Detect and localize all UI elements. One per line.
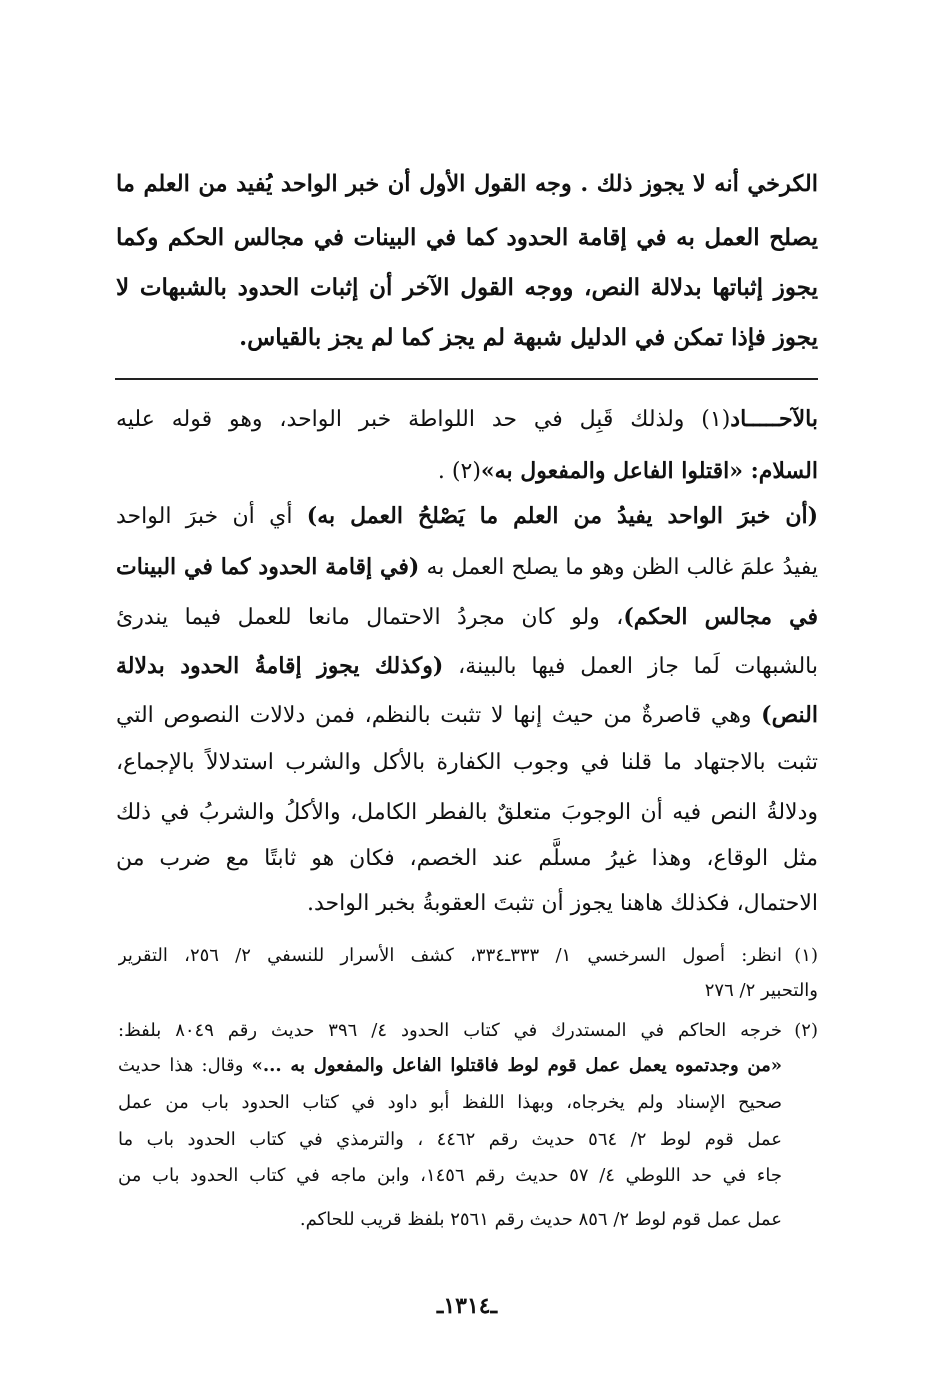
sharh-text-5: ، ولو كان مجردُ الاحتمال مانعا للعمل فيما يندرئ — [116, 605, 624, 630]
sharh-line-2 — [116, 450, 818, 492]
footnote-2-line-4: عمل قوم لوط ٢/ ٥٦٤ حديث رقم ٤٤٦٢ ، والترمذي في كتاب الحدود باب ما — [118, 1129, 782, 1150]
sharh-line-1 — [116, 398, 818, 440]
footnote-1-number: (١) — [794, 945, 818, 966]
sharh-bold-1: بالآحـــــاد — [730, 406, 818, 432]
sharh-bold-7: النص) — [761, 702, 818, 728]
sharh-line-5 — [116, 596, 818, 638]
sharh-line-8: تثبت بالاجتهاد ما قلنا في وجوب الكفارة بالأكل والشرب استدلالاً بالإجماع، — [116, 750, 818, 775]
footnote-2-line-1: خرجه الحاكم في المستدرك في كتاب الحدود ٤/ ٣٩٦ حديث رقم ٨٠٤٩ بلفظ: — [118, 1020, 782, 1041]
footnote-2-hadith: «من وجدتموه يعمل عمل قوم لوط فاقتلوا الفاعل والمفعول به ...» — [251, 1055, 782, 1076]
sharh-hadith-quote: السلام: «اقتلوا الفاعل والمفعول به» — [480, 458, 818, 484]
footnote-2-text-2: وقال: هذا حديث — [118, 1055, 252, 1076]
sharh-line-4 — [116, 546, 818, 588]
sharh-line-10: مثل الوقاع، وهذا غيرُ مسلَّم عند الخصم، فكان هو ثابتًا مع ضرب من — [116, 846, 818, 871]
page-number: ـ١٣١٤ـ — [436, 1293, 498, 1319]
footnote-1-line-2: والتحبير ٢/ ٢٧٦ — [704, 980, 818, 1001]
sharh-line-7 — [116, 694, 818, 736]
matn-line-1: الكرخي أنه لا يجوز ذلك . وجه القول الأول أن خبر الواحد يُفيد من العلم ما — [116, 171, 818, 197]
matn-line-4: يجوز فإذا تمكن في الدليل شبهة لم يجز كما لم يجز بالقياس. — [239, 324, 818, 351]
sharh-text-6: بالشبهات لَما جاز العمل فيها بالبينة، — [443, 654, 818, 679]
sharh-text-1: (١) ولذلك قَبِل في حد اللواطة خبر الواحد، وهو قوله عليه — [116, 407, 731, 432]
sharh-text-3: أي أن خبرَ الواحد — [116, 504, 307, 529]
footnote-2-line-3: صحيح الإسناد ولم يخرجاه، وبهذا اللفظ أبو داود في كتاب الحدود باب من عمل — [118, 1092, 782, 1113]
sharh-line-6 — [116, 645, 818, 687]
footnote-2-line-6: عمل عمل قوم لوط ٢/ ٨٥٦ حديث رقم ٢٥٦١ بلفظ قريب للحاكم. — [299, 1209, 782, 1230]
sharh-text-4: يفيدُ علمَ غالب الظن وهو ما يصلح العمل به — [419, 555, 818, 580]
matn-line-3: يجوز إثباتها بدلالة النص، ووجه القول الآخر أن إثبات الحدود بالشبهات لا — [116, 274, 818, 301]
sharh-line-9: ودلالةُ النص فيه أن الوجوبَ متعلقٌ بالفطر الكامل، والأكلُ والشربُ في ذلك — [116, 800, 818, 825]
sharh-line-11: الاحتمال، فكذلك هاهنا يجوز أن تثبتَ العقوبةُ بخبر الواحد. — [306, 891, 818, 916]
sharh-bold-3: (أن خبرَ الواحد يفيدُ من العلم ما يَصْلحُ العمل به) — [306, 503, 818, 529]
sharh-text-2: (٢) . — [437, 459, 481, 484]
sharh-bold-4: (في إقامة الحدود كما في البينات — [116, 554, 420, 580]
footnote-2-number: (٢) — [794, 1020, 818, 1041]
footnote-2-line-2 — [118, 1050, 782, 1082]
separator-rule — [115, 378, 818, 380]
sharh-line-3 — [116, 495, 818, 537]
sharh-bold-6: (وكذلك يجوز إقامةُ الحدود بدلالة — [116, 653, 444, 679]
sharh-text-7: وهي قاصرةٌ من حيث إنها لا تثبت بالنظم، فمن دلالات النصوص التي — [116, 703, 762, 728]
footnote-1-line-1: انظر: أصول السرخسي ١/ ٣٣٣ـ٣٣٤، كشف الأسرار للنسفي ٢/ ٢٥٦، التقرير — [118, 945, 782, 966]
footnote-2-line-5: جاء في حد اللوطي ٤/ ٥٧ حديث رقم ١٤٥٦، وابن ماجه في كتاب الحدود باب من — [118, 1165, 782, 1186]
matn-line-2: يصلح العمل به في إقامة الحدود كما في البينات في مجالس الحكم وكما — [116, 224, 818, 251]
sharh-bold-5: في مجالس الحكم) — [623, 604, 818, 630]
